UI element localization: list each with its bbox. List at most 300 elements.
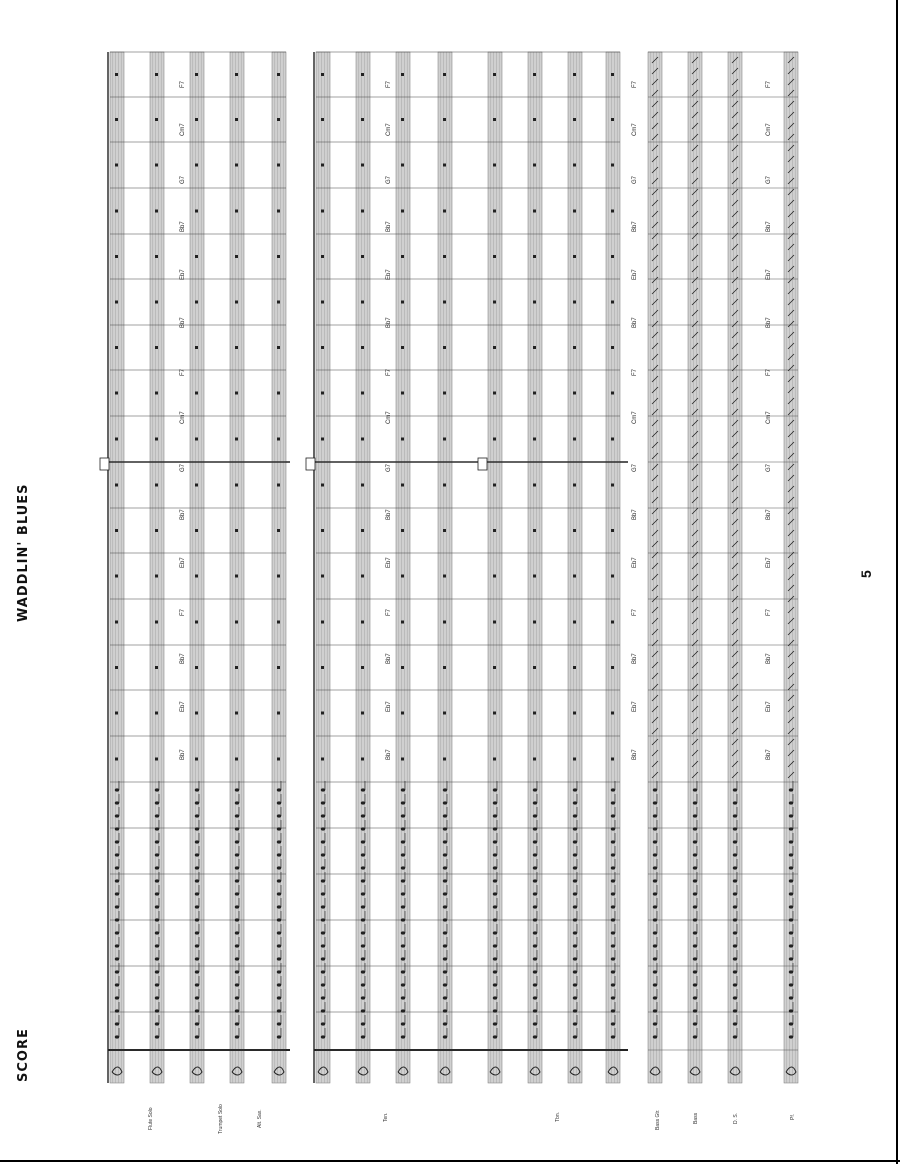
notehead <box>733 814 737 817</box>
notehead <box>789 931 793 934</box>
notehead <box>733 853 737 856</box>
rest-mark <box>321 438 324 441</box>
rest-mark <box>573 73 576 76</box>
rest-mark <box>573 210 576 213</box>
notehead <box>195 879 199 882</box>
chord-symbol: G7 <box>632 463 638 472</box>
notehead <box>533 905 537 908</box>
notehead <box>155 866 159 869</box>
notehead <box>235 866 239 869</box>
notehead <box>321 905 325 908</box>
notehead <box>115 970 119 973</box>
rest-mark <box>533 392 536 395</box>
notehead <box>321 827 325 830</box>
notehead <box>235 944 239 947</box>
rest-mark <box>361 210 364 213</box>
notehead <box>533 1009 537 1012</box>
label-tenor-sax: Ten. <box>383 1112 389 1122</box>
chord-symbol: Bb7 <box>180 653 186 664</box>
notehead <box>195 801 199 804</box>
notehead <box>155 983 159 986</box>
score-label: SCORE <box>16 1028 31 1082</box>
rest-mark <box>115 392 118 395</box>
notehead <box>493 918 497 921</box>
notehead <box>155 944 159 947</box>
notehead <box>155 918 159 921</box>
rest-mark <box>533 666 536 669</box>
notehead <box>401 853 405 856</box>
rest-mark <box>443 73 446 76</box>
rest-mark <box>195 301 198 304</box>
notehead <box>443 801 447 804</box>
rest-mark <box>533 712 536 715</box>
notehead <box>573 1022 577 1025</box>
rest-mark <box>321 758 324 761</box>
rest-mark <box>533 575 536 578</box>
rest-mark <box>493 758 496 761</box>
notehead <box>573 1009 577 1012</box>
rest-mark <box>235 346 238 349</box>
rest-mark <box>235 392 238 395</box>
rest-mark <box>443 346 446 349</box>
rest-mark <box>155 712 158 715</box>
rest-mark <box>321 301 324 304</box>
notehead <box>533 814 537 817</box>
notehead <box>277 814 281 817</box>
notehead <box>493 957 497 960</box>
rest-mark <box>235 621 238 624</box>
notehead <box>611 814 615 817</box>
chord-symbol: Cm7 <box>766 123 772 136</box>
chord-symbol: F7 <box>632 608 638 616</box>
rest-mark <box>611 118 614 121</box>
rest-mark <box>443 164 446 167</box>
notehead <box>155 853 159 856</box>
notehead <box>789 996 793 999</box>
chord-symbol: F7 <box>386 608 392 616</box>
notehead <box>789 866 793 869</box>
notehead <box>195 931 199 934</box>
label-trumpet: Trumpet Solo <box>218 1104 224 1134</box>
staff-15 <box>728 52 742 1083</box>
rest-mark <box>115 484 118 487</box>
rest-mark <box>493 118 496 121</box>
rest-mark <box>533 255 536 258</box>
notehead <box>401 801 405 804</box>
chord-symbol: Eb7 <box>766 701 772 712</box>
rest-mark <box>443 575 446 578</box>
notehead <box>653 970 657 973</box>
rest-mark <box>443 484 446 487</box>
rest-mark <box>361 758 364 761</box>
notehead <box>693 853 697 856</box>
rest-mark <box>611 346 614 349</box>
notehead <box>321 957 325 960</box>
notehead <box>235 996 239 999</box>
notehead <box>115 866 119 869</box>
notehead <box>693 944 697 947</box>
rest-mark <box>443 392 446 395</box>
notehead <box>573 801 577 804</box>
notehead <box>195 944 199 947</box>
notehead <box>115 944 119 947</box>
notehead <box>321 918 325 921</box>
rest-mark <box>195 484 198 487</box>
rest-mark <box>235 73 238 76</box>
notehead <box>195 983 199 986</box>
notehead <box>733 918 737 921</box>
notehead <box>321 801 325 804</box>
notehead <box>195 840 199 843</box>
notehead <box>361 801 365 804</box>
chord-symbol: Bb7 <box>386 653 392 664</box>
notehead <box>789 840 793 843</box>
notehead <box>693 1009 697 1012</box>
notehead <box>115 905 119 908</box>
rest-mark <box>361 301 364 304</box>
rest-mark <box>493 575 496 578</box>
rest-mark <box>321 73 324 76</box>
notehead <box>235 957 239 960</box>
notehead <box>693 840 697 843</box>
notehead <box>321 866 325 869</box>
rest-mark <box>533 529 536 532</box>
rest-mark <box>115 255 118 258</box>
notehead <box>733 996 737 999</box>
chord-symbol: Bb7 <box>632 221 638 232</box>
notehead <box>155 905 159 908</box>
notehead <box>155 1022 159 1025</box>
notehead <box>195 827 199 830</box>
rest-mark <box>401 529 404 532</box>
rest-mark <box>361 575 364 578</box>
notehead <box>195 1022 199 1025</box>
rest-mark <box>277 438 280 441</box>
rest-mark <box>443 255 446 258</box>
chord-symbol: Eb7 <box>386 701 392 712</box>
rest-mark <box>611 164 614 167</box>
notehead <box>277 866 281 869</box>
notehead <box>155 840 159 843</box>
rest-mark <box>321 666 324 669</box>
chord-symbol: F7 <box>386 80 392 88</box>
notehead <box>533 801 537 804</box>
rest-mark <box>321 164 324 167</box>
rest-mark <box>321 529 324 532</box>
notehead <box>443 788 447 791</box>
notehead <box>533 957 537 960</box>
chord-symbol: G7 <box>632 175 638 184</box>
notehead <box>361 840 365 843</box>
notehead <box>321 1009 325 1012</box>
notehead <box>653 1009 657 1012</box>
notehead <box>653 944 657 947</box>
notehead <box>277 879 281 882</box>
rest-mark <box>321 575 324 578</box>
rest-mark <box>611 73 614 76</box>
notehead <box>653 892 657 895</box>
notehead <box>789 970 793 973</box>
chord-symbol: F7 <box>632 368 638 376</box>
chord-symbol: F7 <box>632 80 638 88</box>
staff-5 <box>316 52 330 1083</box>
notehead <box>573 1035 577 1038</box>
chord-symbol: F7 <box>180 80 186 88</box>
notehead <box>235 827 239 830</box>
notehead <box>277 944 281 947</box>
rest-mark <box>401 758 404 761</box>
notehead <box>361 1009 365 1012</box>
chord-symbol: Cm7 <box>386 411 392 424</box>
notehead <box>235 1009 239 1012</box>
notehead <box>443 840 447 843</box>
notehead <box>115 892 119 895</box>
rest-mark <box>321 255 324 258</box>
notehead <box>653 866 657 869</box>
notehead <box>361 970 365 973</box>
rehearsal-box-2 <box>478 458 487 470</box>
rest-mark <box>573 346 576 349</box>
rest-mark <box>235 758 238 761</box>
notehead <box>235 788 239 791</box>
notehead <box>443 957 447 960</box>
notehead <box>115 840 119 843</box>
rest-mark <box>155 255 158 258</box>
rest-mark <box>533 118 536 121</box>
chord-symbol: Bb7 <box>180 749 186 760</box>
chord-symbol: Cm7 <box>632 123 638 136</box>
notehead <box>533 1022 537 1025</box>
notehead <box>277 905 281 908</box>
notehead <box>115 814 119 817</box>
rest-mark <box>321 392 324 395</box>
notehead <box>611 866 615 869</box>
notehead <box>653 983 657 986</box>
rest-mark <box>573 301 576 304</box>
rest-mark <box>401 118 404 121</box>
notehead <box>401 957 405 960</box>
notehead <box>653 853 657 856</box>
rest-mark <box>493 484 496 487</box>
rest-mark <box>443 758 446 761</box>
notehead <box>401 788 405 791</box>
notehead <box>533 827 537 830</box>
rest-mark <box>277 164 280 167</box>
staff-10 <box>528 52 542 1083</box>
chord-symbol: G7 <box>180 463 186 472</box>
rest-mark <box>401 210 404 213</box>
rest-mark <box>235 529 238 532</box>
rest-mark <box>235 255 238 258</box>
rest-mark <box>573 621 576 624</box>
chord-symbol: Eb7 <box>766 269 772 280</box>
notehead <box>733 801 737 804</box>
staff-0 <box>110 52 124 1083</box>
notehead <box>733 1009 737 1012</box>
rest-mark <box>115 666 118 669</box>
notehead <box>321 853 325 856</box>
chord-symbol: G7 <box>386 175 392 184</box>
notehead <box>693 827 697 830</box>
notehead <box>611 801 615 804</box>
rest-mark <box>277 758 280 761</box>
rest-mark <box>235 210 238 213</box>
notehead <box>195 996 199 999</box>
notehead <box>115 827 119 830</box>
notehead <box>573 866 577 869</box>
label-flute: Flute Solo <box>148 1107 154 1130</box>
rest-mark <box>493 712 496 715</box>
rest-mark <box>235 118 238 121</box>
notehead <box>733 970 737 973</box>
chord-symbol: F7 <box>180 368 186 376</box>
notehead <box>493 1035 497 1038</box>
notehead <box>443 1035 447 1038</box>
chord-symbol: F7 <box>766 368 772 376</box>
notehead <box>493 788 497 791</box>
notehead <box>653 931 657 934</box>
notehead <box>493 1022 497 1025</box>
notehead <box>155 970 159 973</box>
notehead <box>401 814 405 817</box>
notehead <box>277 957 281 960</box>
notehead <box>155 801 159 804</box>
rest-mark <box>361 438 364 441</box>
notehead <box>401 918 405 921</box>
notehead <box>115 788 119 791</box>
rest-mark <box>321 712 324 715</box>
notehead <box>493 840 497 843</box>
notehead <box>401 983 405 986</box>
notehead <box>653 996 657 999</box>
notehead <box>493 944 497 947</box>
label-piano: Pf. <box>790 1113 796 1120</box>
rest-mark <box>573 255 576 258</box>
notehead <box>493 905 497 908</box>
chord-symbol: Bb7 <box>180 221 186 232</box>
rest-mark <box>493 621 496 624</box>
notehead <box>401 827 405 830</box>
notehead <box>693 996 697 999</box>
rest-mark <box>533 73 536 76</box>
rest-mark <box>235 712 238 715</box>
notehead <box>693 905 697 908</box>
notehead <box>321 931 325 934</box>
rest-mark <box>611 621 614 624</box>
chord-symbol: Eb7 <box>180 701 186 712</box>
notehead <box>443 931 447 934</box>
notehead <box>533 892 537 895</box>
rest-mark <box>115 621 118 624</box>
rest-mark <box>533 301 536 304</box>
rest-mark <box>401 484 404 487</box>
rest-mark <box>155 392 158 395</box>
notehead <box>573 918 577 921</box>
notehead <box>693 892 697 895</box>
rest-mark <box>155 73 158 76</box>
notehead <box>155 1009 159 1012</box>
rest-mark <box>443 529 446 532</box>
notehead <box>115 1009 119 1012</box>
notehead <box>277 1022 281 1025</box>
notehead <box>789 957 793 960</box>
notehead <box>733 879 737 882</box>
rest-mark <box>277 392 280 395</box>
rest-mark <box>443 301 446 304</box>
rest-mark <box>115 575 118 578</box>
notehead <box>533 840 537 843</box>
notehead <box>235 879 239 882</box>
notehead <box>653 905 657 908</box>
staff-2 <box>190 52 204 1083</box>
notehead <box>789 1022 793 1025</box>
rest-mark <box>401 438 404 441</box>
notehead <box>611 827 615 830</box>
rest-mark <box>115 712 118 715</box>
notehead <box>443 814 447 817</box>
rest-mark <box>321 621 324 624</box>
notehead <box>115 853 119 856</box>
notehead <box>361 957 365 960</box>
rest-mark <box>611 210 614 213</box>
notehead <box>361 853 365 856</box>
notehead <box>789 1009 793 1012</box>
notehead <box>533 1035 537 1038</box>
notehead <box>493 996 497 999</box>
label-alto-sax: Alt. Sax. <box>257 1109 263 1128</box>
notehead <box>733 840 737 843</box>
rest-mark <box>195 758 198 761</box>
notehead <box>533 866 537 869</box>
notehead <box>443 879 447 882</box>
notehead <box>361 996 365 999</box>
notehead <box>361 814 365 817</box>
label-trombone: Tbn. <box>555 1111 561 1122</box>
rest-mark <box>573 666 576 669</box>
staff-1 <box>150 52 164 1083</box>
notehead <box>611 918 615 921</box>
notehead <box>321 840 325 843</box>
notehead <box>573 944 577 947</box>
notehead <box>277 983 281 986</box>
notehead <box>235 892 239 895</box>
rest-mark <box>115 529 118 532</box>
notehead <box>443 970 447 973</box>
notehead <box>277 840 281 843</box>
chord-symbol: F7 <box>766 608 772 616</box>
notehead <box>733 866 737 869</box>
notehead <box>443 996 447 999</box>
rest-mark <box>195 164 198 167</box>
rest-mark <box>155 666 158 669</box>
notehead <box>693 983 697 986</box>
notehead <box>653 879 657 882</box>
notehead <box>155 1035 159 1038</box>
rest-mark <box>195 73 198 76</box>
notehead <box>611 840 615 843</box>
notehead <box>235 905 239 908</box>
notehead <box>493 1009 497 1012</box>
notehead <box>611 905 615 908</box>
staff-9 <box>488 52 502 1083</box>
notehead <box>493 892 497 895</box>
notehead <box>115 1022 119 1025</box>
notehead <box>195 918 199 921</box>
notehead <box>789 983 793 986</box>
rest-mark <box>401 392 404 395</box>
notehead <box>401 1022 405 1025</box>
rest-mark <box>195 392 198 395</box>
